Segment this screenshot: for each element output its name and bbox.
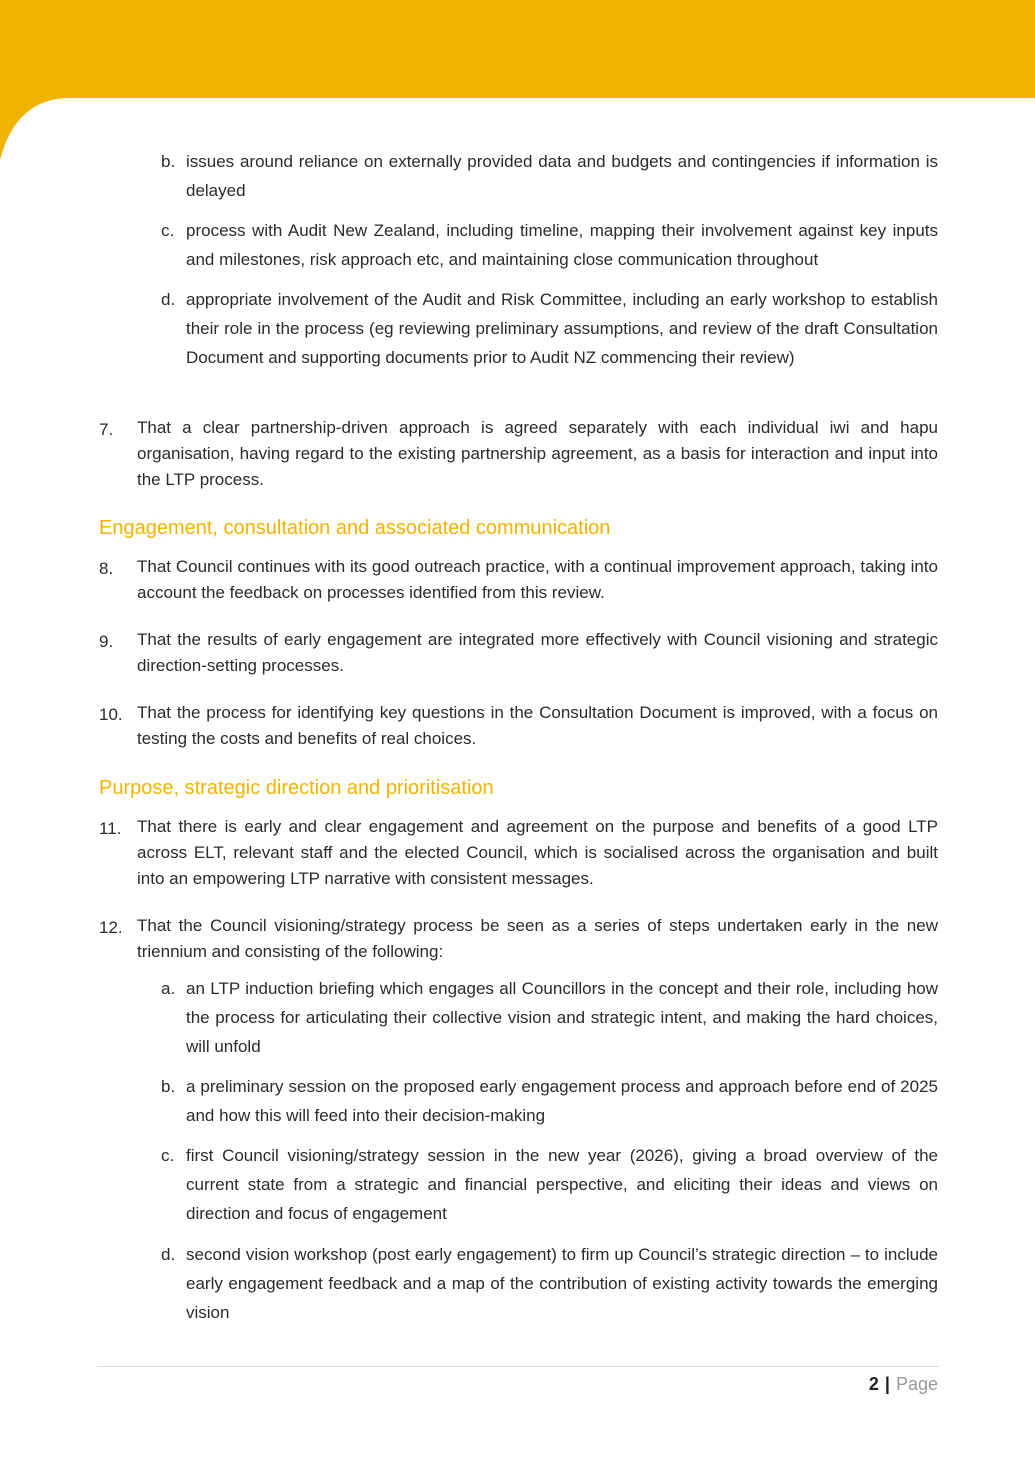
list-text: issues around reliance on externally provided data and budgets and contingencies if information is delayed xyxy=(186,152,938,200)
section-heading-purpose: Purpose, strategic direction and prioritisation xyxy=(99,777,494,799)
list-text: second vision workshop (post early engagement) to firm up Council’s strategic direction – to include early engagement feedback and a map of the contribution of existing activity towards the emerging vision xyxy=(186,1245,938,1322)
list-text: That the results of early engagement are integrated more effectively with Council visioning and strategic direction-setting processes. xyxy=(137,630,938,675)
header-banner xyxy=(0,0,1035,160)
list-marker: c. xyxy=(161,221,175,240)
list-marker: 9. xyxy=(99,632,114,651)
list-text: That Council continues with its good outreach practice, with a continual improvement approach, taking into account the feedback on processes identified from this review. xyxy=(137,557,938,602)
list-text: appropriate involvement of the Audit and Risk Committee, including an early workshop to establish their role in the process (eg reviewing preliminary assumptions, and review of the draft Consultation Document and supporting documents prior to Audit NZ commencing their review) xyxy=(186,290,938,367)
list-marker: 10. xyxy=(99,705,123,724)
page-number: 2 xyxy=(868,1374,879,1394)
page-label: Page xyxy=(895,1374,938,1394)
list-text: a preliminary session on the proposed early engagement process and approach before end of 2025 and how this will feed into their decision-making xyxy=(186,1077,938,1125)
list-marker: 12. xyxy=(99,918,123,937)
list-marker: b. xyxy=(161,152,176,171)
page-footer xyxy=(869,1371,938,1397)
list-marker: d. xyxy=(161,290,176,309)
footer-separator: | xyxy=(884,1374,890,1394)
list-marker: 11. xyxy=(99,819,122,838)
list-marker: c. xyxy=(161,1146,175,1165)
list-marker: 8. xyxy=(99,559,114,578)
footer-divider xyxy=(97,1366,940,1367)
section-heading-engagement: Engagement, consultation and associated communication xyxy=(99,517,611,539)
list-text: first Council visioning/strategy session in the new year (2026), giving a broad overview of the current state from a strategic and financial perspective, and eliciting their ideas and views on direction and focus of engagement xyxy=(186,1146,938,1223)
list-marker: d. xyxy=(161,1245,176,1264)
list-text: process with Audit New Zealand, including timeline, mapping their involvement against key inputs and milestones, risk approach etc, and maintaining close communication throughout xyxy=(186,221,938,269)
list-marker: 7. xyxy=(99,420,114,439)
list-text: That the process for identifying key questions in the Consultation Document is improved, with a focus on testing the costs and benefits of real choices. xyxy=(137,703,938,748)
list-text: an LTP induction briefing which engages all Councillors in the concept and their role, including how the process for articulating their collective vision and strategic intent, and making the hard choices, will unfold xyxy=(186,979,938,1056)
list-marker: b. xyxy=(161,1077,176,1096)
list-text: That there is early and clear engagement and agreement on the purpose and benefits of a good LTP across ELT, relevant staff and the elected Council, which is socialised across the organisation and built into an empowering LTP narrative with consistent messages. xyxy=(137,817,938,888)
list-text: That the Council visioning/strategy process be seen as a series of steps undertaken early in the new triennium and consisting of the following: xyxy=(137,916,938,961)
list-text: That a clear partnership-driven approach is agreed separately with each individual iwi and hapu organisation, having regard to the existing partnership agreement, as a basis for interaction and input into the LTP process. xyxy=(137,418,938,489)
list-marker: a. xyxy=(161,979,176,998)
